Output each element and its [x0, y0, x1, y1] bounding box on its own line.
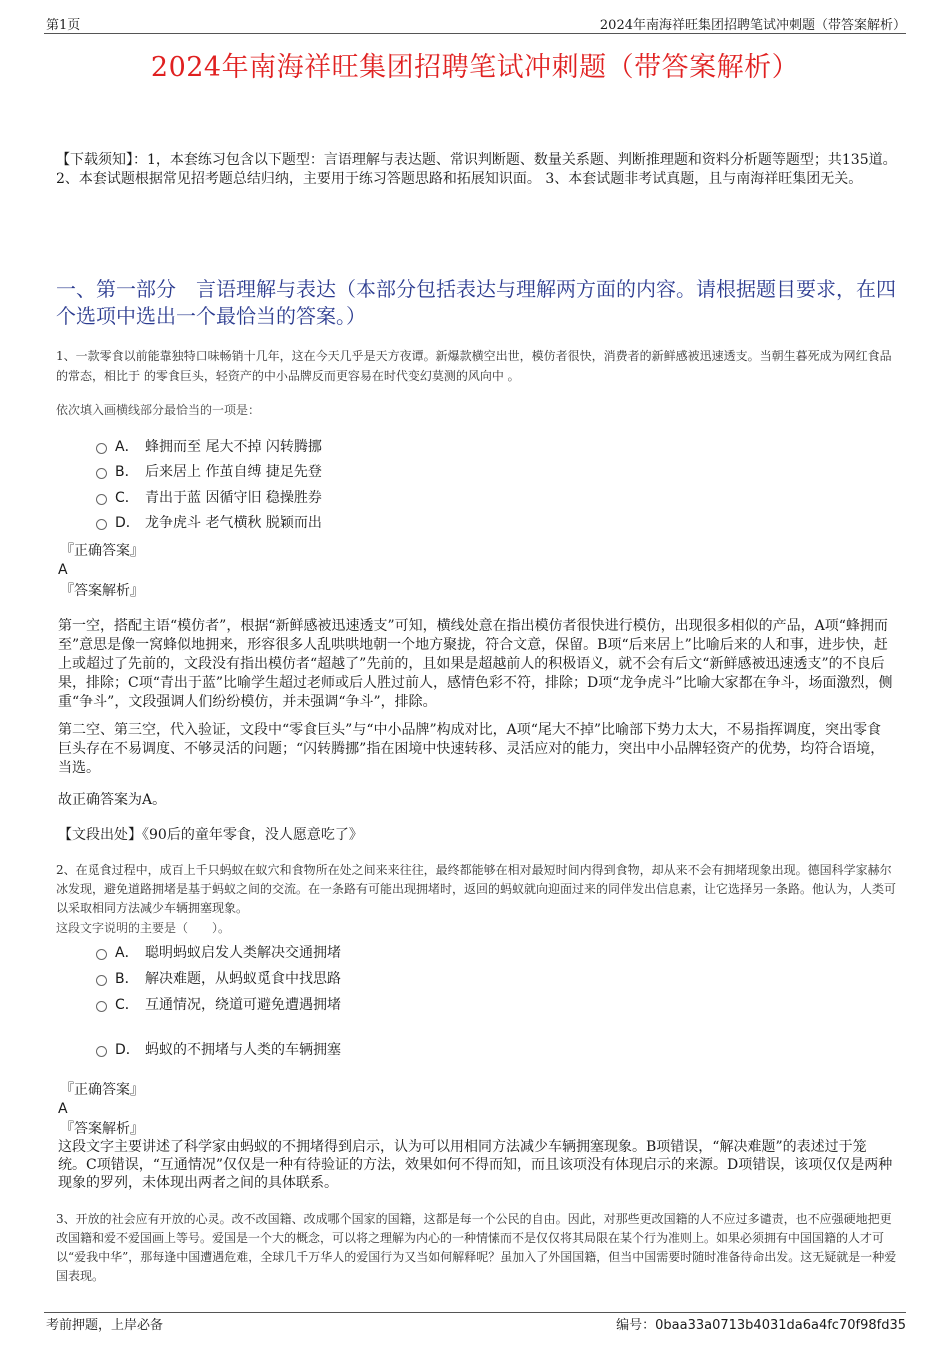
question-2-answer: A — [58, 1101, 68, 1117]
question-1-analysis-label: 『答案解析』 — [60, 583, 144, 599]
page-number: 第1页 — [46, 18, 81, 33]
radio-icon[interactable] — [96, 468, 107, 479]
radio-icon[interactable] — [96, 1001, 107, 1012]
running-title: 2024年南海祥旺集团招聘笔试冲刺题（带答案解析） — [599, 18, 906, 33]
question-1-instruction: 依次填入画横线部分最恰当的一项是： — [56, 403, 261, 417]
question-1-answer-label: 『正确答案』 — [60, 543, 144, 559]
radio-icon[interactable] — [96, 1046, 107, 1057]
question-1-option-d[interactable]: D． 龙争虎斗 老气横秋 脱颖而出 — [96, 513, 322, 533]
footer-divider — [44, 1312, 906, 1313]
download-notice: 【下载须知】：1，本套练习包含以下题型：言语理解与表达题、常识判断题、数量关系题、判断推理题和资料分析题等题型；共135道。 2、本套试题根据常见招考题总结归纳，主要用于练习答题思路和拓展知识面。 3、本套试题非考试真题，且与南海祥旺集团无关。 — [56, 152, 897, 187]
question-3-stem: 3、开放的社会应有开放的心灵。改不改国籍、改成哪个国家的国籍，这都是每一个公民的自由。因此，对那些更改国籍的人不应过多谴责，也不应强硬地把更改国籍和爱不爱国画上等号。爱国是一个大的概念，可以将之理解为内心的一种情愫而不是仅仅将其局限在某个行为准则上。如果必须拥有中国国籍的人才可以“爱我中华”，那每逢中国遭遇危难，全球几千万华人的爱国行为又当如何解释呢？虽加入了外国国籍，但当中国需要时随时准备待命出发。这无疑就是一种爱国表现。 — [56, 1212, 897, 1283]
radio-icon[interactable] — [96, 519, 107, 530]
footer-slogan: 考前押题，上岸必备 — [46, 1318, 164, 1333]
radio-icon[interactable] — [96, 494, 107, 505]
question-2-analysis-label: 『答案解析』 — [60, 1121, 144, 1137]
question-2-instruction: 这段文字说明的主要是（ ）。 — [56, 921, 231, 935]
question-2-stem: 2、在觅食过程中，成百上千只蚂蚁在蚁穴和食物所在处之间来来往往，最终都能够在相对最短时间内得到食物，却从来不会有拥堵现象出现。德国科学家赫尔冰发现，避免道路拥堵是基于蚂蚁之间的交流。在一条路有可能出现拥堵时，返回的蚂蚁就向迎面过来的同伴发出信息素，让它选择另一条路。他认为，人类可以采取相同方法减少车辆拥塞现象。 — [56, 863, 897, 915]
question-2-option-b[interactable]: B． 解决难题，从蚂蚁觅食中找思路 — [96, 969, 341, 989]
section-heading: 一、第一部分 言语理解与表达（本部分包括表达与理解两方面的内容。请根据题目要求，在四个选项中选出一个最恰当的答案。） — [56, 277, 896, 328]
question-2-option-a[interactable]: A． 聪明蚂蚁启发人类解决交通拥堵 — [96, 943, 341, 963]
radio-icon[interactable] — [96, 949, 107, 960]
question-2-option-d[interactable]: D． 蚂蚁的不拥堵与人类的车辆拥塞 — [96, 1040, 341, 1060]
question-1-analysis-p2: 第二空、第三空，代入验证，文段中“零食巨头”与“中小品牌”构成对比，A项“尾大不掉”比喻部下势力太大，不易指挥调度，突出零食巨头存在不易调度、不够灵活的问题；“闪转腾挪”指在困境中快速转移、灵活应对的能力，突出中小品牌轻资产的优势，均符合语境，当选。 — [58, 722, 885, 776]
page-title: 2024年南海祥旺集团招聘笔试冲刺题（带答案解析） — [150, 52, 800, 83]
radio-icon[interactable] — [96, 975, 107, 986]
question-1-option-b[interactable]: B． 后来居上 作茧自缚 捷足先登 — [96, 462, 322, 482]
question-1-source: 【文段出处】《90后的童年零食，没人愿意吃了》 — [58, 827, 363, 843]
question-1-conclusion: 故正确答案为A。 — [58, 792, 167, 808]
question-2-option-c[interactable]: C． 互通情况，绕道可避免遭遇拥堵 — [96, 995, 341, 1015]
question-1-option-a[interactable]: A． 蜂拥而至 尾大不掉 闪转腾挪 — [96, 437, 322, 457]
question-1-option-c[interactable]: C． 青出于蓝 因循守旧 稳操胜券 — [96, 488, 322, 508]
document-code: 编号：0baa33a0713b4031da6a4fc70f98fd35 — [616, 1318, 906, 1333]
question-1-analysis-p1: 第一空，搭配主语“模仿者”，根据“新鲜感被迅速透支”可知，横线处意在指出模仿者很快进行模仿，出现很多相似的产品，A项“蜂拥而至”意思是像一窝蜂似地拥来，形容很多人乱哄哄地朝一个地方聚拢，符合文意，保留。B项“后来居上”比喻后来的人和事，进步快，赶上或超过了先前的，文段没有指出模仿者“超越了”先前的，且如果是超越前人的积极语义，就不会有后文“新鲜感被迅速透支”的不良后果，排除；C项“青出于蓝”比喻学生超过老师或后人胜过前人，感情色彩不符，排除；D项“龙争虎斗”比喻大家都在争斗，场面激烈，侧重“争斗”，文段强调人们纷纷模仿，并未强调“争斗”，排除。 — [58, 618, 893, 710]
question-2-analysis: 这段文字主要讲述了科学家由蚂蚁的不拥堵得到启示，认为可以用相同方法减少车辆拥塞现象。B项错误，“解决难题”的表述过于笼统。C项错误，“互通情况”仅仅是一种有待验证的方法，效果如何不得而知，而且该项没有体现启示的来源。D项错误，该项仅仅是两种现象的罗列，未体现出两者之间的具体联系。 — [58, 1139, 893, 1191]
question-1-answer: A — [58, 562, 68, 578]
header-divider — [44, 33, 906, 34]
radio-icon[interactable] — [96, 443, 107, 454]
question-1-stem: 1、一款零食以前能靠独特口味畅销十几年，这在今天几乎是天方夜谭。新爆款横空出世，模仿者很快，消费者的新鲜感被迅速透支。当朝生暮死成为网红食品的常态，相比于 的零食巨头，轻资产的中小品牌反而更容易在时代变幻莫测的风向中 。 — [56, 349, 892, 383]
question-2-answer-label: 『正确答案』 — [60, 1082, 144, 1098]
